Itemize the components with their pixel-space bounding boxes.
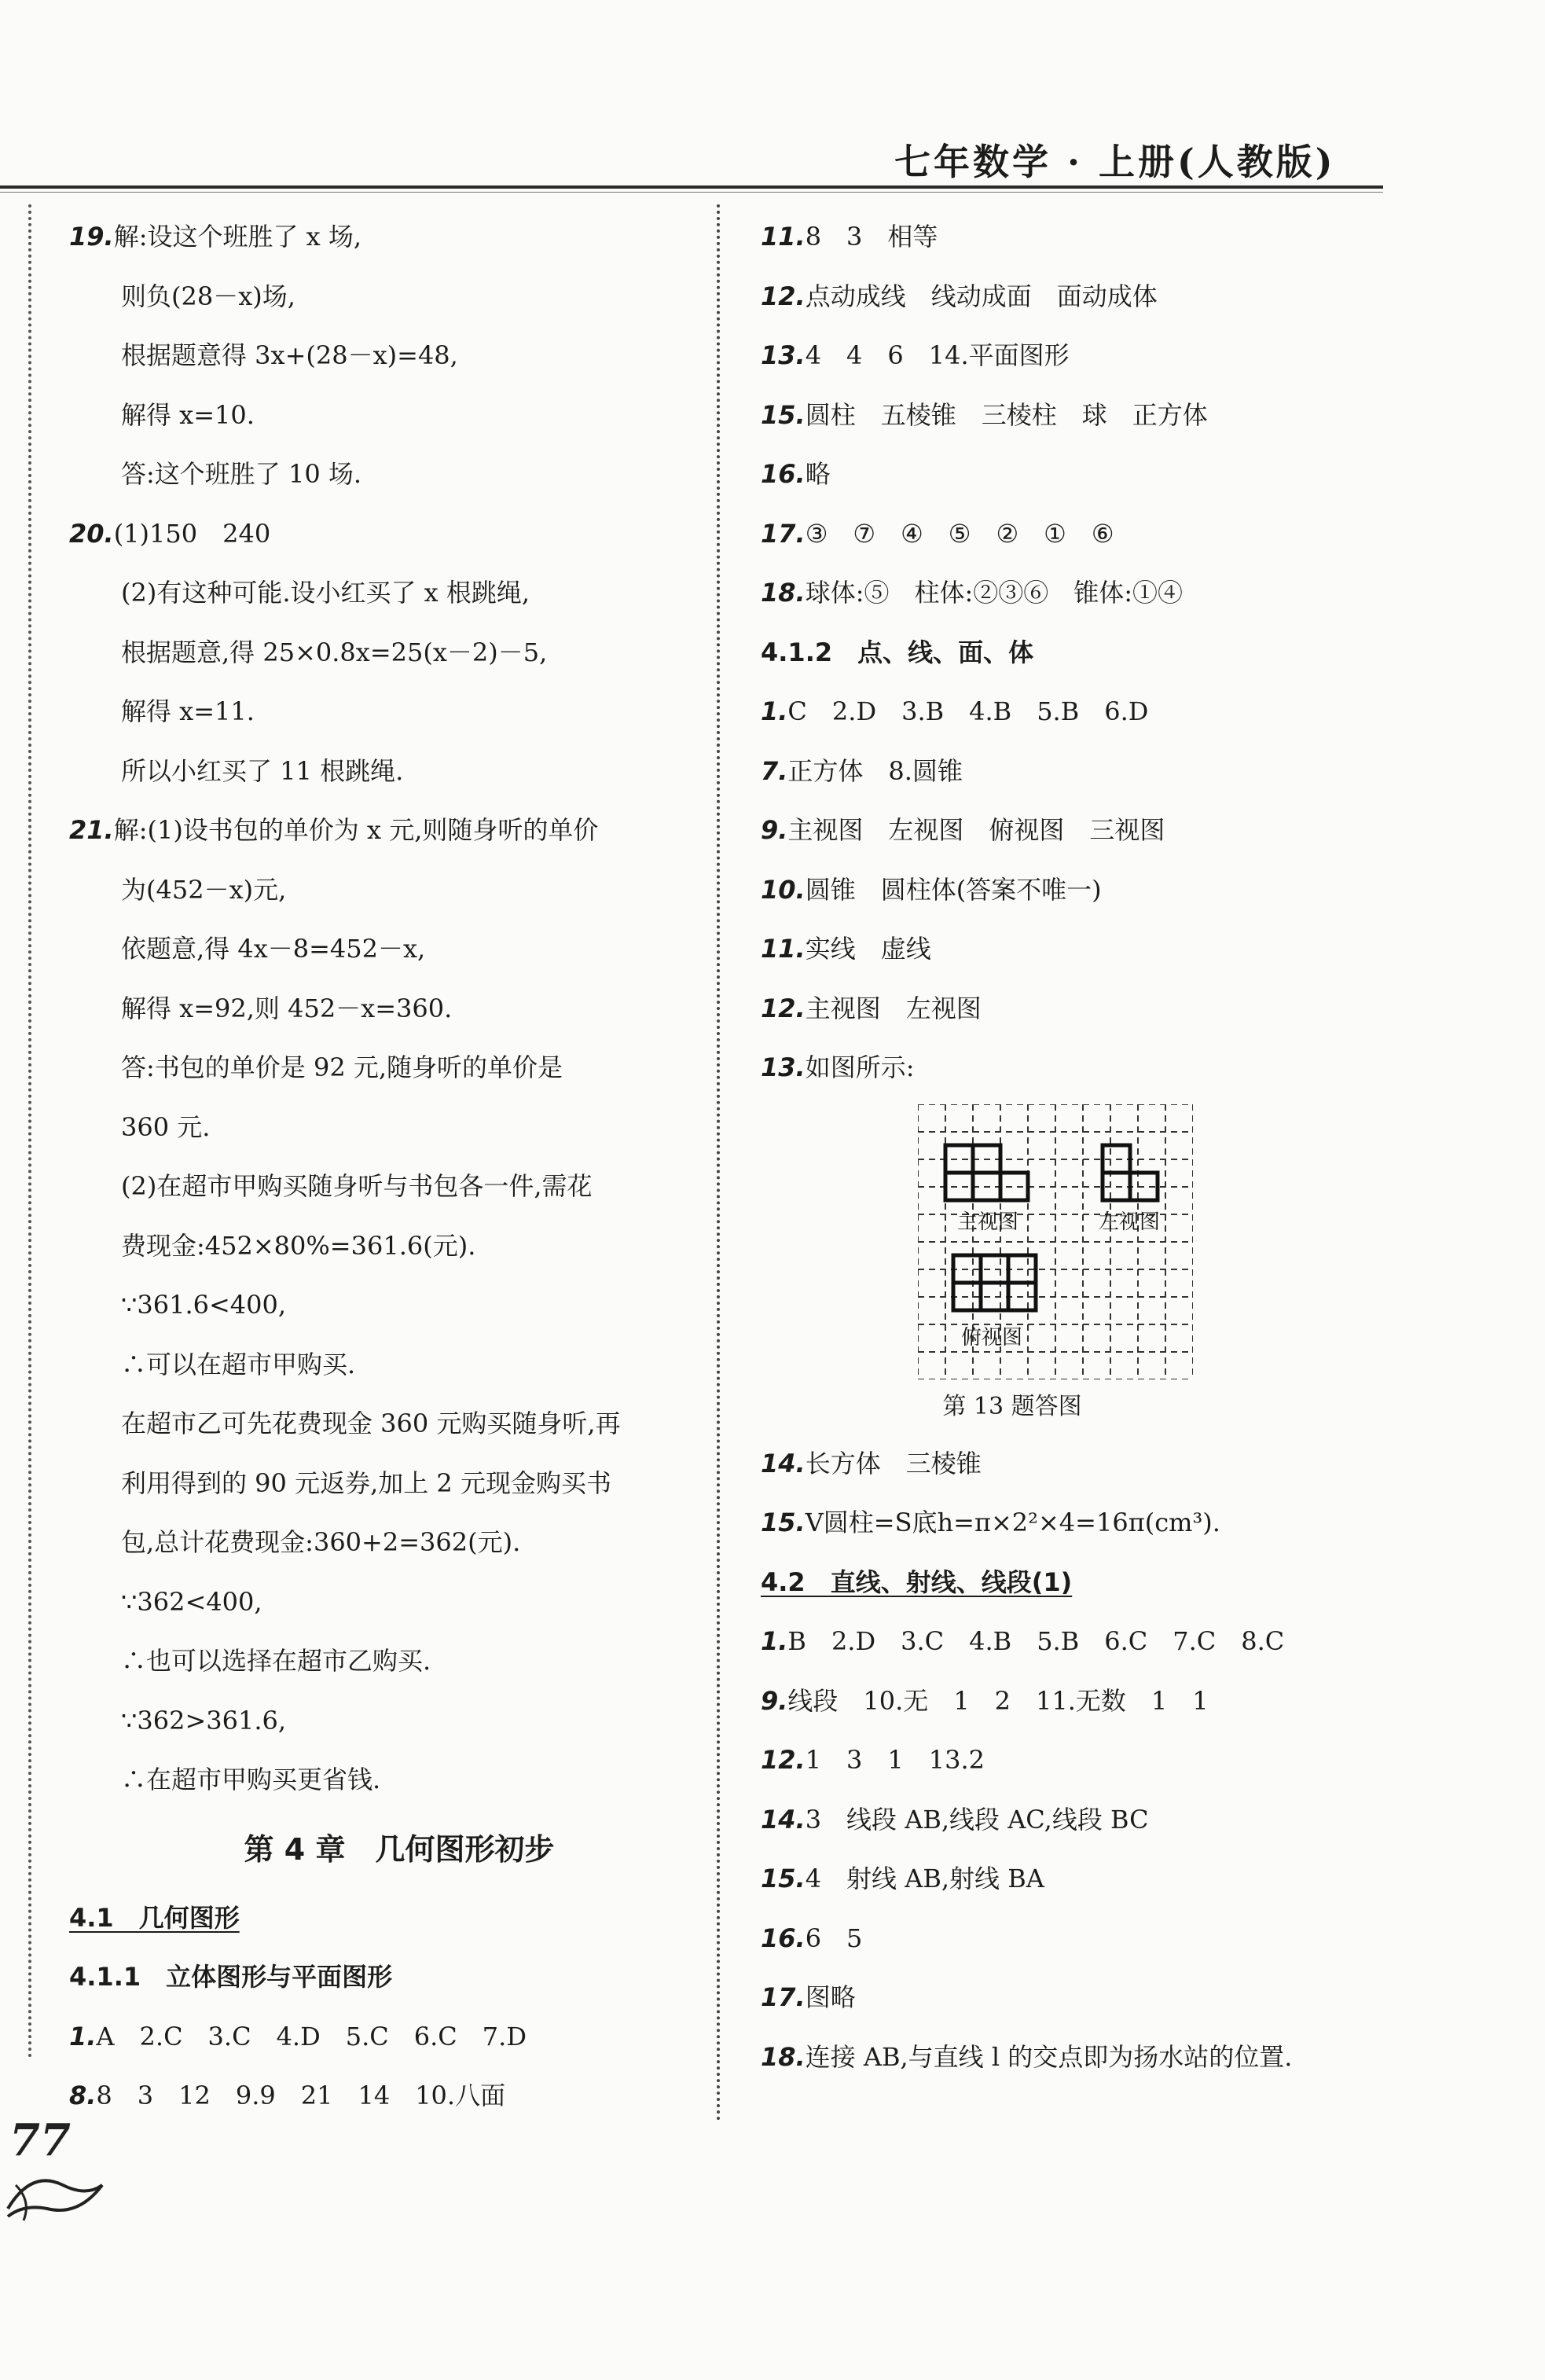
answer-line [69, 979, 698, 1039]
right-column [761, 208, 1389, 2087]
answer-text: 依题意,得 4x－8=452－x, [121, 934, 426, 964]
answer-line [761, 1672, 1389, 1732]
answer-line [761, 742, 1389, 802]
answer-line [69, 1573, 698, 1633]
question-number: 9. [761, 815, 788, 845]
answer-text: 线段 10.无 1 2 11.无数 1 1 [787, 1685, 1209, 1716]
answer-text: ∵361.6<400, [121, 1290, 287, 1320]
question-number: 12. [761, 993, 806, 1023]
answer-line [69, 267, 698, 327]
answer-line [69, 1632, 698, 1691]
answer-line [761, 1612, 1389, 1672]
answer-line [761, 505, 1389, 564]
answer-text: V圆柱=S底h=π×2²×4=16π(cm³). [805, 1508, 1220, 1537]
answer-text: 实线 虚线 [805, 934, 931, 964]
left-column [69, 208, 698, 2126]
answer-text: 3 线段 AB,线段 AC,线段 BC [805, 1804, 1149, 1835]
answer-text: 图略 [805, 1982, 856, 2012]
answer-line [69, 386, 698, 446]
answer-text: 长方体 三棱锥 [805, 1448, 982, 1478]
answer-line [69, 1513, 698, 1573]
answer-text: 费现金:452×80%=361.6(元). [121, 1230, 476, 1261]
answer-text: 包,总计花费现金:360+2=362(元). [121, 1527, 521, 1557]
question-number: 10. [761, 874, 806, 905]
answer-line [69, 1394, 698, 1454]
answer-text: 1 3 1 13.2 [805, 1745, 985, 1775]
top-view-label: 俯视图 [961, 1325, 1023, 1350]
answer-text: 主视图 左视图 [805, 993, 982, 1023]
answer-text: ③ ⑦ ④ ⑤ ② ① ⑥ [805, 518, 1114, 549]
page-number: 77 [9, 2114, 71, 2166]
answer-text: 6 5 [805, 1923, 863, 1953]
question-number: 18. [761, 578, 806, 608]
answer-line [761, 564, 1389, 623]
question-number: 19. [69, 222, 114, 252]
answer-text: 略 [805, 459, 831, 489]
answer-text: ∵362>361.6, [121, 1705, 287, 1735]
header-rule [0, 185, 1383, 189]
answer-line [69, 445, 698, 505]
question-number: 1. [69, 2021, 97, 2051]
answer-text: 连接 AB,与直线 l 的交点即为扬水站的位置. [805, 2041, 1293, 2072]
answer-text: 解得 x=11. [121, 696, 255, 726]
answer-line [69, 2007, 698, 2067]
answer-text: 正方体 8.圆锥 [787, 755, 963, 786]
answer-text: A 2.C 3.C 4.D 5.C 6.C 7.D [96, 2021, 527, 2051]
answer-line [761, 1493, 1389, 1553]
question-number: 14. [761, 1804, 806, 1835]
answer-text: 则负(28－x)场, [121, 281, 295, 311]
answer-text: 点动成线 线动成面 面动成体 [805, 281, 1158, 311]
question-number: 1. [761, 696, 788, 726]
answer-text: 所以小红买了 11 根跳绳. [121, 755, 404, 786]
answer-line [69, 742, 698, 802]
answer-line [69, 1217, 698, 1276]
question-number: 17. [761, 518, 806, 549]
left-view-label: 左视图 [1099, 1210, 1161, 1234]
answer-text: 利用得到的 90 元返券,加上 2 元现金购买书 [121, 1467, 611, 1498]
answer-line [761, 1731, 1389, 1791]
header-rule-thin [0, 192, 1383, 193]
answer-line [761, 861, 1389, 920]
answer-text: 主视图 左视图 俯视图 三视图 [787, 815, 1165, 845]
question-number: 13. [761, 340, 806, 370]
answer-line [69, 861, 698, 920]
front-view-label: 主视图 [957, 1210, 1019, 1234]
answer-text: 根据题意,得 25×0.8x=25(x－2)－5, [121, 637, 548, 667]
answer-text: 4 4 6 14.平面图形 [805, 340, 1070, 370]
answer-line [761, 1909, 1389, 1969]
answer-text: 8 3 相等 [805, 222, 938, 252]
answer-line [761, 2028, 1389, 2088]
section-heading-4-1-2: 4.1.2 点、线、面、体 [761, 637, 1034, 667]
question-number: 15. [761, 399, 806, 430]
question-number: 8. [69, 2081, 97, 2110]
answer-line [69, 1038, 698, 1098]
answer-text: 答:这个班胜了 10 场. [121, 459, 362, 489]
answer-text: ∴也可以选择在超市乙购买. [121, 1646, 431, 1676]
three-view-drawing [918, 1104, 1193, 1379]
answer-line [761, 267, 1389, 327]
answer-line [69, 1691, 698, 1751]
question-number: 17. [761, 1982, 806, 2012]
question-number: 20. [69, 518, 114, 549]
answer-line [69, 326, 698, 386]
answer-text: ∵362<400, [121, 1586, 262, 1617]
answer-line [69, 623, 698, 683]
answer-line [69, 1454, 698, 1514]
answer-text: 8 3 12 9.9 21 14 10.八面 [96, 2081, 506, 2110]
answer-text: (2)有这种可能.设小红买了 x 根跳绳, [121, 578, 530, 608]
figure-caption: 第 13 题答图 [942, 1392, 1082, 1420]
answer-line [69, 564, 698, 623]
three-view-figure [918, 1104, 1193, 1379]
answer-text: ∴可以在超市甲购买. [121, 1349, 356, 1379]
chapter-title: 第 4 章 几何图形初步 [244, 1831, 555, 1867]
answer-text: 在超市乙可先花费现金 360 元购买随身听,再 [121, 1409, 621, 1438]
question-number: 13. [761, 1052, 806, 1082]
answer-text: C 2.D 3.B 4.B 5.B 6.D [787, 696, 1149, 726]
answer-text: ∴在超市甲购买更省钱. [121, 1765, 381, 1794]
answer-line [69, 1750, 698, 1810]
question-number: 15. [761, 1864, 806, 1893]
question-number: 1. [761, 1626, 788, 1656]
answer-text: (2)在超市甲购买随身听与书包各一件,需花 [121, 1171, 593, 1201]
answer-text: 圆锥 圆柱体(答案不唯一) [805, 874, 1102, 905]
answer-line [69, 2066, 698, 2126]
section-heading-4-1: 4.1 几何图形 [69, 1902, 240, 1933]
answer-line [69, 801, 698, 861]
answer-line [69, 208, 698, 267]
answer-line [69, 1157, 698, 1217]
answer-line [69, 920, 698, 979]
leaf-ornament-icon [0, 2154, 110, 2224]
answer-text: 为(452－x)元, [121, 874, 287, 905]
answer-line [761, 208, 1389, 267]
question-number: 12. [761, 1745, 806, 1775]
answer-line [69, 1335, 698, 1395]
answer-line [761, 386, 1389, 446]
answer-line [69, 505, 698, 564]
answer-line [761, 1968, 1389, 2028]
answer-line [69, 682, 698, 742]
answer-text: B 2.D 3.C 4.B 5.B 6.C 7.C 8.C [787, 1626, 1285, 1656]
question-number: 14. [761, 1448, 806, 1478]
question-number: 7. [761, 755, 788, 786]
answer-text: 圆柱 五棱锥 三棱柱 球 正方体 [805, 399, 1208, 430]
question-number: 16. [761, 1923, 806, 1953]
answer-line [761, 979, 1389, 1039]
section-heading-4-2: 4.2 直线、射线、线段(1) [761, 1566, 1073, 1597]
answer-text: 解:设这个班胜了 x 场, [113, 222, 362, 252]
answer-text: 答:书包的单价是 92 元,随身听的单价是 [121, 1052, 563, 1082]
answer-line [761, 445, 1389, 505]
question-number: 18. [761, 2041, 806, 2072]
question-number: 9. [761, 1685, 788, 1716]
question-number: 11. [761, 222, 806, 252]
answer-text: (1)150 240 [113, 518, 271, 549]
section-heading-4-1-1: 4.1.1 立体图形与平面图形 [69, 1962, 393, 1992]
header-title: 七年数学 · 上册(人教版) [894, 141, 1336, 183]
column-divider [717, 204, 720, 2122]
answer-line [761, 1038, 1389, 1098]
answer-text: 解得 x=10. [121, 399, 255, 430]
answer-text: 球体:⑤ 柱体:②③⑥ 锥体:①④ [805, 578, 1184, 608]
answer-text: 4 射线 AB,射线 BA [805, 1864, 1044, 1893]
question-number: 16. [761, 459, 806, 489]
answer-text: 如图所示: [805, 1052, 915, 1082]
answer-text: 根据题意得 3x+(28－x)=48, [121, 340, 458, 370]
left-dotted-border [28, 204, 31, 2059]
question-number: 21. [69, 815, 114, 845]
answer-line [69, 1276, 698, 1335]
answer-line [761, 682, 1389, 742]
answer-line [761, 1791, 1389, 1850]
answer-line [761, 801, 1389, 861]
answer-text: 解得 x=92,则 452－x=360. [121, 993, 453, 1023]
answer-line [761, 326, 1389, 386]
answer-text: 360 元. [121, 1111, 211, 1142]
answer-line [761, 1434, 1389, 1494]
answer-line [69, 1098, 698, 1158]
question-number: 11. [761, 934, 806, 964]
answer-text: 解:(1)设书包的单价为 x 元,则随身听的单价 [113, 815, 599, 845]
answer-line [761, 1849, 1389, 1909]
question-number: 12. [761, 281, 806, 311]
answer-line [761, 920, 1389, 979]
question-number: 15. [761, 1508, 806, 1537]
